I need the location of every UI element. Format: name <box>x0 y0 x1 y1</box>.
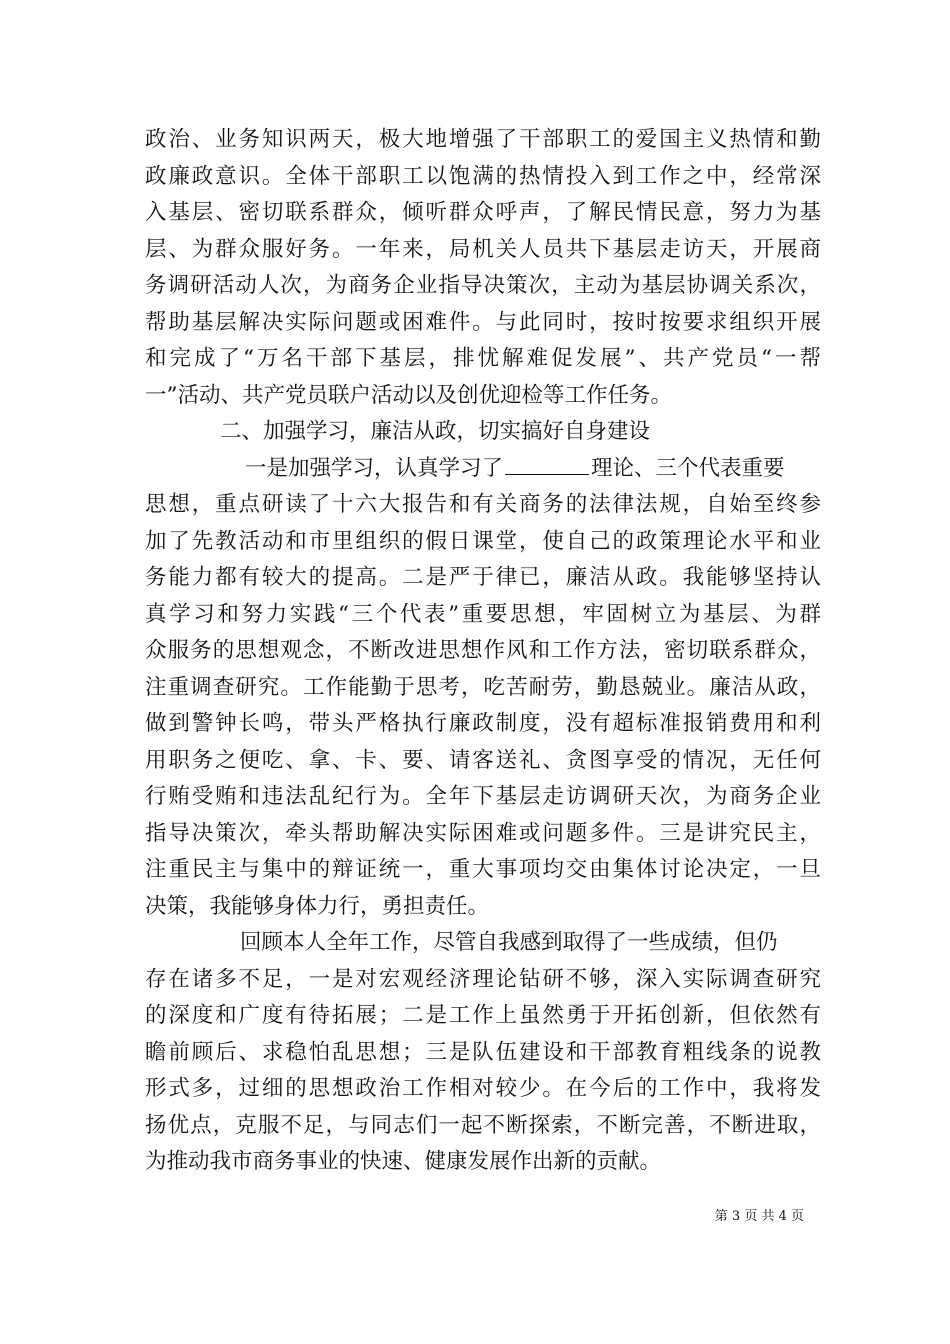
text-line: 众服务的思想观念，不断改进思想作风和工作方法，密切联系群众， <box>145 638 821 663</box>
text-line: 一”活动、共产党员联户活动以及创优迎检等工作任务。 <box>145 382 672 408</box>
paragraph-2 <box>145 451 821 926</box>
text-line: 回顾本人全年工作，尽管自我感到取得了一些成绩，但仍 <box>240 930 778 955</box>
text-line: 层、为群众服好务。一年来，局机关人员共下基层走访天，开展商 <box>145 236 821 262</box>
document-body <box>145 122 821 1181</box>
fill-in-blank <box>505 456 589 475</box>
text-line: 入基层、密切联系群众，倾听群众呼声，了解民情民意，努力为基 <box>145 200 821 225</box>
text-line: 和完成了“万名干部下基层，排忧解难促发展”、共产党员“一帮 <box>145 346 821 371</box>
text-line: 务调研活动人次，为商务企业指导决策次，主动为基层协调关系次， <box>145 273 821 298</box>
text-line: 注重调查研究。工作能勤于思考，吃苦耐劳，勤恳兢业。廉洁从政， <box>145 674 821 700</box>
text-line-with-blank <box>145 451 821 488</box>
text-line: 帮助基层解决实际问题或困难件。与此同时，按时按要求组织开展 <box>145 309 821 335</box>
section-heading: 二、加强学习，廉洁从政，切实搞好自身建设 <box>220 419 651 444</box>
paragraph-3 <box>145 925 821 1181</box>
text-fragment: 理论、三个代表重要 <box>591 455 785 481</box>
text-line: 思想，重点研读了十六大报告和有关商务的法律法规，自始至终参 <box>145 492 821 517</box>
text-line: 真学习和努力实践“三个代表”重要思想，牢固树立为基层、为群 <box>145 601 821 627</box>
text-line: 瞻前顾后、求稳怕乱思想；三是队伍建设和干部教育粗线条的说教 <box>145 1039 821 1065</box>
text-line: 的深度和广度有待拓展；二是工作上虽然勇于开拓创新，但依然有 <box>145 1003 821 1028</box>
text-line: 用职务之便吃、拿、卡、要、请客送礼、贪图享受的情况，无任何 <box>145 747 821 773</box>
text-line: 扬优点，克服不足，与同志们一起不断探索，不断完善，不断进取， <box>145 1112 821 1138</box>
text-line: 存在诸多不足，一是对宏观经济理论钻研不够，深入实际调查研究 <box>145 966 821 992</box>
text-line: 注重民主与集中的辩证统一，重大事项均交由集体讨论决定，一旦 <box>145 857 821 882</box>
text-line: 加了先教活动和市里组织的假日课堂，使自己的政策理论水平和业 <box>145 528 821 554</box>
text-line: 政廉政意识。全体干部职工以饱满的热情投入到工作之中，经常深 <box>145 163 821 189</box>
text-line: 指导决策次，牵头帮助解决实际困难或问题多件。三是讲究民主， <box>145 820 821 846</box>
text-line: 行贿受贿和违法乱纪行为。全年下基层走访调研天次，为商务企业 <box>145 784 821 809</box>
text-line: 决策，我能够身体力行，勇担责任。 <box>145 893 490 919</box>
text-fragment: 一是加强学习，认真学习了 <box>245 455 504 481</box>
text-line: 务能力都有较大的提高。二是严于律已，廉洁从政。我能够坚持认 <box>145 565 821 590</box>
text-line: 做到警钟长鸣，带头严格执行廉政制度，没有超标准报销费用和利 <box>145 711 821 736</box>
paragraph-1 <box>145 122 821 414</box>
page-number: 第 3 页 共 4 页 <box>714 1209 804 1224</box>
text-line: 政治、业务知识两天，极大地增强了干部职工的爱国主义热情和勤 <box>145 127 821 152</box>
text-line: 为推动我市商务事业的快速、健康发展作出新的贡献。 <box>145 1149 662 1174</box>
text-line: 形式多，过细的思想政治工作相对较少。在今后的工作中，我将发 <box>145 1076 821 1101</box>
